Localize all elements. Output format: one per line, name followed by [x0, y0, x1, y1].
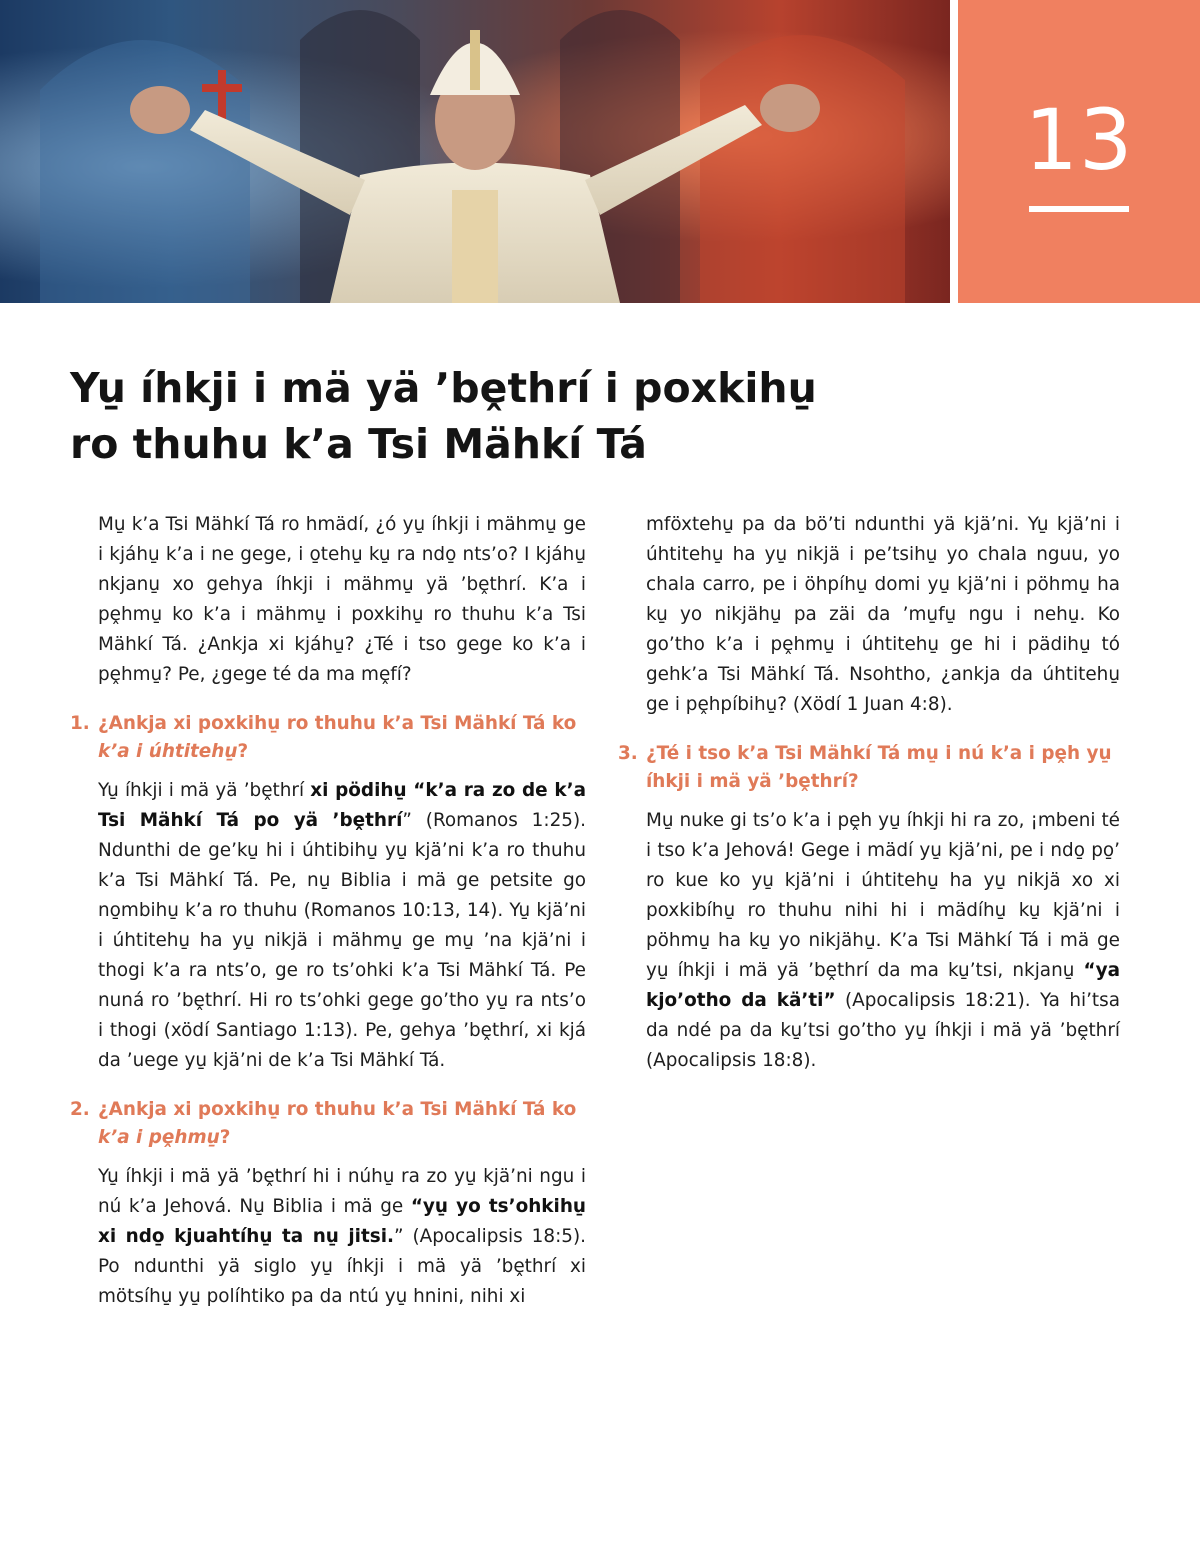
question-1-heading: 1. ¿Ankja xi poxkihu̱ ro thuhu k’a Tsi Mähkí Tá ko k’a i úhtitehu̱? [70, 710, 586, 766]
question-number: 3. [618, 743, 638, 764]
answer-1-paragraph: Yu̱ íhkji i mä yä ’bḙthrí xi pödihu̱ “k’a ra zo de k’a Tsi Mähkí Tá po yä ’bḙthrí” (Romanos 1:25). Ndunthi de ge’ku̱ hi i úhtibihu̱ yu̱ kjä’ni k’a ro thuhu k’a Tsi Mähkí Tá. Pe, nu̱ Biblia i mä ge petsite go no̱mbihu̱ k’a ro thuhu (Romanos 10:13, 14). Yu̱ kjä’ni i úhtitehu̱ ha yu̱ nikjä i mähmu̱ ge mu̱ ’na kjä’ni i thogi k’a ra nts’o, ge ro ts’ohki k’a Tsi Mähkí Tá. Pe nuná ro ’bḙthrí. Hi ro ts’ohki gege go’tho yu̱ ra nts’o i thogi (xödí Santiago 1:13). Pe, gehya ’bḙthrí, xi kjá da ’uege yu̱ kjä’ni de k’a Tsi Mähkí Tá. [98, 780, 586, 1071]
chapter-underline [1029, 206, 1129, 212]
chapter-badge [958, 0, 1200, 303]
question-number: 1. [70, 713, 90, 734]
page-title [70, 360, 930, 472]
emphasis-text: xi pödihu̱ “k’a ra zo de k’a Tsi Mähkí Tá po yä ’bḙthrí [98, 780, 586, 831]
question-number: 2. [70, 1099, 90, 1120]
emphasis-text: “ya kjo’otho da kä’ti” [646, 960, 1120, 1011]
intro-paragraph: Mu̱ k’a Tsi Mähkí Tá ro hmädí, ¿ó yu̱ íhkji i mähmu̱ ge i kjáhu̱ k’a i ne gege, i o̱tehu̱ ku̱ ra ndo̱ nts’o? I kjáhu̱ nkjanu̱ xo gehya íhkji i mähmu̱ yä ’bḙthrí. K’a i pḙhmu̱ ko k’a i mähmu̱ i poxkihu̱ ro thuhu k’a Tsi Mähkí Tá. ¿Ankja xi kjáhu̱? ¿Té i tso gege ko k’a i pḙhmu̱? Pe, ¿gege té da ma mḙfí? [98, 514, 586, 685]
answer-3-paragraph: Mu̱ nuke gi ts’o k’a i pḙh yu̱ íhkji hi ra zo, ¡mbeni té i tso k’a Jehová! Gege i mädí yu̱ kjä’ni, pe i ndo̱ po̱’ ro kue ko yu̱ kjä’ni i úhtitehu̱ ha yu̱ nikjä xo xi poxkibíhu̱ ro thuhu nihi hi i mädíhu̱ ku̱ kjä’ni i pöhmu̱ ha ku̱ yo nikjähu̱. K’a Tsi Mähkí Tá i mä ge yu̱ íhkji i mä yä ’bḙthrí da ma ku̱’tsi, nkjanu̱ “ya kjo’otho da kä’ti” (Apocalipsis 18:21). Ya hi’tsa da ndé pa da ku̱’tsi go’tho yu̱ íhkji i mä yä ’bḙthrí (Apocalipsis 18:8). [646, 810, 1120, 1071]
emphasis-text: “yu̱ yo ts’ohkihu̱ xi ndo̱ kjuahtíhu̱ ta nu̱ jitsi. [98, 1196, 587, 1247]
column-left [70, 510, 586, 1312]
column-right [618, 510, 1120, 1076]
chapter-number: 13 [1024, 91, 1134, 189]
answer-2-continued: mföxtehu̱ pa da bö’ti ndunthi yä kjä’ni. Yu̱ kjä’ni i úhtitehu̱ ha yu̱ nikjä i pe’tsihu̱ yo chala nguu, yo chala carro, pe i öhpíhu̱ domi yu̱ kjä’ni i pöhmu̱ ha ku̱ yo nikjähu̱ pa zäi da ’mu̱fu̱ ngu i nehu̱. Ko go’tho k’a i pḙhmu̱ i úhtitehu̱ ge hi i pädihu̱ tó gehk’a Tsi Mähkí Tá. Nsohtho, ¿ankja da úhtitehu̱ ge i pḙhpíbihu̱? (Xödí 1 Juan 4:8). [646, 514, 1120, 715]
hero-illustration [0, 0, 950, 303]
title-line-2: ro thuhu k’a Tsi Mähkí Tá [70, 420, 647, 468]
question-2-heading: 2. ¿Ankja xi poxkihu̱ ro thuhu k’a Tsi Mähkí Tá ko k’a i pḙhmu̱? [70, 1096, 586, 1152]
question-3-heading: 3. ¿Té i tso k’a Tsi Mähkí Tá mu̱ i nú k’a i pḙh yu̱ íhkji i mä yä ’bḙthrí? [618, 740, 1120, 796]
hero-image [0, 0, 950, 303]
title-line-1: Yu̱ íhkji i mä yä ’bḙthrí i poxkihu̱ [70, 364, 817, 412]
answer-2-paragraph: Yu̱ íhkji i mä yä ’bḙthrí hi i núhu̱ ra zo yu̱ kjä’ni ngu i nú k’a Jehová. Nu̱ Biblia i mä ge “yu̱ yo ts’ohkihu̱ xi ndo̱ kjuahtíhu̱ ta nu̱ jitsi.” (Apocalipsis 18:5). Po ndunthi yä siglo yu̱ íhkji i mä yä ’bḙthrí xi mötsíhu̱ yu̱ políhtiko pa da ntú yu̱ hnini, nihi xi [98, 1166, 587, 1307]
